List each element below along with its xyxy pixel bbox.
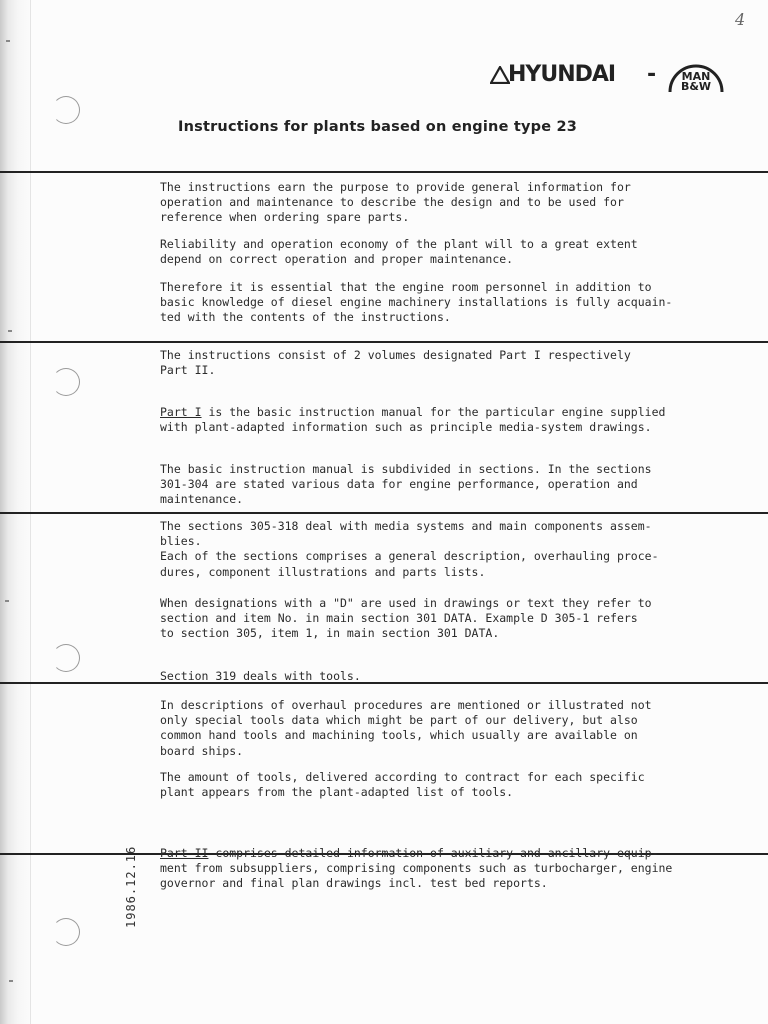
section-divider bbox=[0, 171, 768, 173]
scan-mark bbox=[9, 980, 13, 982]
scan-mark bbox=[8, 330, 12, 332]
part-one-text: is the basic instruction manual for the particular engine supplied with plant-adapted information such as principle media-system drawings. bbox=[160, 405, 666, 435]
scan-mark bbox=[6, 40, 10, 42]
paragraph-tools-section: Section 319 deals with tools. bbox=[160, 669, 361, 683]
part-one-label: Part I bbox=[160, 405, 202, 419]
date-stamp: 1986.12.16 bbox=[124, 845, 138, 928]
punch-hole bbox=[52, 644, 80, 672]
paragraph-sections-305-318: The sections 305-318 deal with media systems and main components assem- blies. Each of the sections comprises a general description, overhauling proce- dures, component illustrations and parts lists. bbox=[160, 519, 659, 579]
paragraph-tool-amount: The amount of tools, delivered according to contract for each specific plant appears from the plant-adapted list of tools. bbox=[160, 770, 645, 800]
paragraph-part-one bbox=[160, 405, 740, 435]
paragraph-overhaul-tools: In descriptions of overhaul procedures are mentioned or illustrated not only special tools data which might be part of our delivery, but also common hand tools and machining tools, which usually are available on board ships. bbox=[160, 698, 652, 758]
logo-separator: - bbox=[647, 62, 657, 87]
paragraph-purpose: The instructions earn the purpose to provide general information for operation and maintenance to describe the design and to be used for reference when ordering spare parts. bbox=[160, 180, 631, 225]
scan-mark bbox=[5, 600, 9, 602]
paragraph-personnel: Therefore it is essential that the engine room personnel in addition to basic knowledge of diesel engine machinery installations is fully acquain- ted with the contents of the instructions. bbox=[160, 280, 673, 325]
punch-hole bbox=[52, 96, 80, 124]
logo-brand: HYUNDAI bbox=[508, 62, 616, 87]
badge-line1: MAN bbox=[681, 70, 711, 83]
section-divider bbox=[0, 512, 768, 514]
paragraph-sections-301-304: The basic instruction manual is subdivided in sections. In the sections 301-304 are stated various data for engine performance, operation and maintenance. bbox=[160, 462, 652, 507]
paragraph-reliability: Reliability and operation economy of the plant will to a great extent depend on correct operation and proper maintenance. bbox=[160, 237, 638, 267]
badge-line2: B&W bbox=[680, 80, 712, 93]
part-two-text: comprises detailed information of auxiliary and ancillary equip- ment from subsuppliers, comprising components such as turbocharger, engine governor and final plan drawings incl. test bed reports. bbox=[160, 846, 673, 891]
part-two-label: Part II bbox=[160, 846, 209, 860]
man-bw-badge bbox=[666, 58, 726, 96]
hyundai-man-bw-logo bbox=[490, 58, 735, 98]
paragraph-volumes: The instructions consist of 2 volumes designated Part I respectively Part II. bbox=[160, 348, 631, 378]
document-title: Instructions for plants based on engine type 23 bbox=[178, 119, 578, 135]
paragraph-part-two bbox=[160, 846, 740, 892]
hyundai-triangle-icon bbox=[490, 66, 510, 84]
paragraph-designations: When designations with a "D" are used in drawings or text they refer to section and item No. in main section 301 DATA. Example D 305-1 refers to section 305, item 1, in main section 301 DATA. bbox=[160, 596, 652, 641]
punch-hole bbox=[52, 368, 80, 396]
punch-hole bbox=[52, 918, 80, 946]
section-divider bbox=[0, 341, 768, 343]
page-number: 4 bbox=[735, 10, 746, 29]
